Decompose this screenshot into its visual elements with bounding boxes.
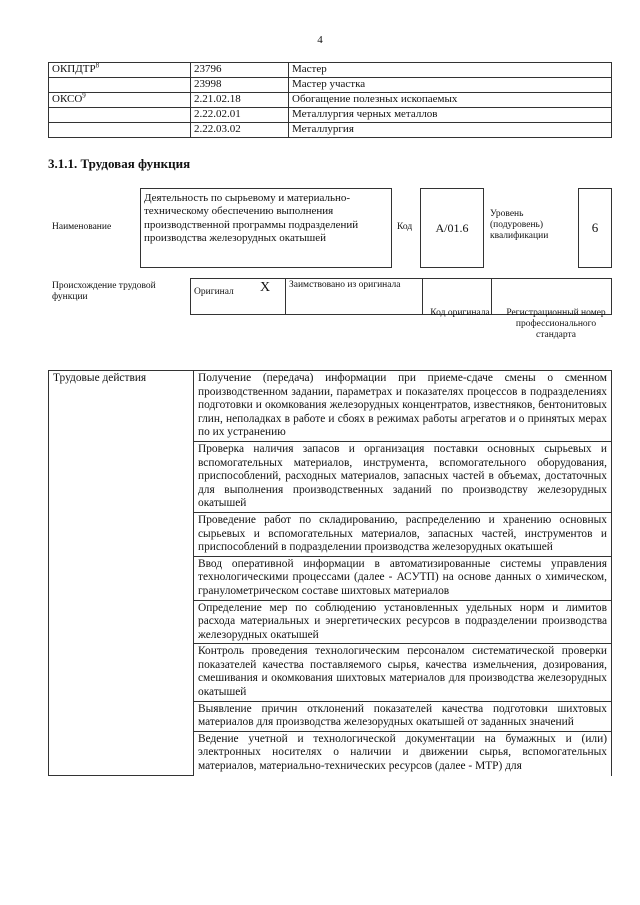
classifier-code: 23998: [191, 78, 289, 93]
classifier-name: ОКПДТР$^8$: [49, 63, 191, 78]
action-item: Определение мер по соблюдению установленных удельных норм и лимитов расхода материальных и энергетических ресурсов в подразделении производства железорудных окатышей: [194, 600, 612, 644]
origin-label: Происхождение трудовой функции: [52, 281, 156, 302]
action-item: Ввод оперативной информации в автоматизированные системы управления технологическими процессами (далее - АСУТП) на основе данных о химическом, гранулометрическом составе шихтовых материалов: [194, 556, 612, 600]
table-row: [49, 63, 612, 78]
original-label: Оригинал: [191, 279, 258, 315]
function-name-box: Деятельность по сырьевому и материально-техническому обеспечению выполнения производственной программы подразделений производства железорудных окатышей: [140, 188, 392, 268]
reg-caption: Регистрационный номер профессионального стандарта: [506, 308, 606, 340]
classifier-name: [49, 123, 191, 138]
classifier-title: Мастер участка: [289, 78, 612, 93]
borrowed-label: Заимствовано из оригинала: [286, 279, 423, 315]
code-caption: Код оригинала: [430, 308, 490, 318]
classifier-title: Обогащение полезных ископаемых: [289, 93, 612, 108]
classifier-title: Металлургия: [289, 123, 612, 138]
action-item-text: Ведение учетной и технологической документации на бумажных и (или) электронных носителях о наличии и движении сырья, вспомогательных материалов, материально-технических ресурсов (далее - МТР) для: [198, 732, 607, 773]
action-item: Контроль проведения технологическим персоналом систематической проверки показателей качества поставляемого сырья, качества измельчения, дозирования, смешивания и окомкования шихтовых материалов для производства железорудных окатышей: [194, 644, 612, 701]
classifier-code: 2.21.02.18: [191, 93, 289, 108]
table-row: [49, 93, 612, 108]
action-item: Проведение работ по складированию, распределению и хранению основных сырьевых и вспомогательных материалов, запасных частей, инструментов и приспособлений в подразделении производства железорудных окатышей: [194, 512, 612, 556]
function-code-box: A/01.6: [420, 188, 484, 268]
level-box: 6: [578, 188, 612, 268]
action-item: [194, 731, 612, 776]
table-row: [49, 78, 612, 93]
section-title: 3.1.1. Трудовая функция: [48, 156, 191, 171]
page-number: 4: [317, 34, 323, 46]
code-label: Код: [397, 222, 413, 232]
table-row: [49, 108, 612, 123]
classifier-title: Мастер: [289, 63, 612, 78]
classifier-title: Металлургия черных металлов: [289, 108, 612, 123]
level-label: Уровень (подуровень) квалификации: [490, 209, 549, 241]
action-item: Выявление причин отклонений показателей качества подготовки шихтовых материалов для производства железорудных окатышей от заданных значений: [194, 701, 612, 731]
classifier-name: [49, 78, 191, 93]
classifier-name: [49, 108, 191, 123]
action-item: Проверка наличия запасов и организация поставки основных сырьевых и вспомогательных материалов, инструмента, вспомогательного оборудования, приспособлений, расходных материалов, запасных частей в объемах, достаточных для выполнения производственных заданий по производству железорудных окатышей: [194, 441, 612, 512]
classifier-code: 23796: [191, 63, 289, 78]
action-item: Получение (передача) информации при приеме-сдаче смены о сменном производственном задании, параметрах и показателях процессов в подразделениях подготовки и окомкования железорудных концентратов, известняков, бентонитовых глин, неполадках в работе и сбоях в режимах работы агрегатов и о принятых мерах по их устранению: [194, 371, 612, 442]
table-row: [49, 371, 612, 442]
table-row: [49, 123, 612, 138]
name-label: Наименование: [52, 222, 112, 232]
classifier-code: 2.22.03.02: [191, 123, 289, 138]
original-mark: X: [257, 279, 286, 315]
classifier-name: ОКСО$^9$: [49, 93, 191, 108]
classifier-table: [48, 62, 612, 138]
labor-actions-table: [48, 370, 612, 776]
classifier-code: 2.22.02.01: [191, 108, 289, 123]
actions-label: Трудовые действия: [49, 371, 194, 776]
